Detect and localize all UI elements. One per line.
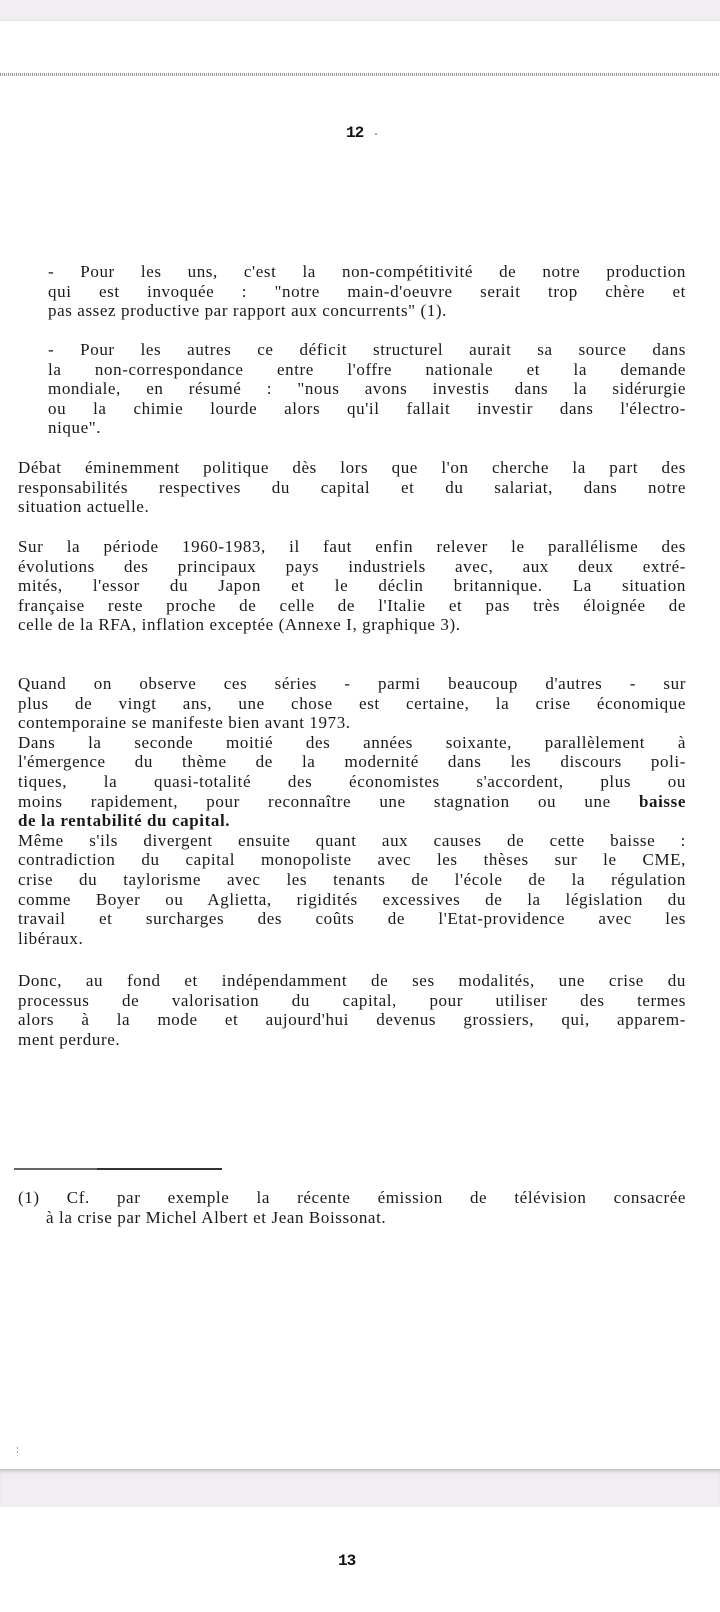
text-line: alors à la mode et aujourd'hui devenus grossiers, qui, apparem- (18, 1010, 686, 1030)
scan-edge-line (0, 73, 720, 76)
text-line: française reste proche de celle de l'Italie et pas très éloignée de (18, 595, 686, 615)
text-line: travail et surcharges des coûts de l'Etat-providence avec les (18, 909, 686, 929)
text-line: Débat éminemment politique dès lors que l'on cherche la part des (18, 458, 686, 477)
paragraph-5 (18, 674, 686, 948)
text-line: - Pour les autres ce déficit structurel aurait sa source dans (48, 340, 686, 359)
text-line: l'émergence du thème de la modernité dans les discours poli- (18, 752, 686, 772)
footnote (18, 1188, 686, 1227)
text-line: comme Boyer ou Aglietta, rigidités excessives de la législation du (18, 889, 686, 909)
paragraph-2 (48, 340, 686, 438)
text-segment: moins rapidement, pour reconnaître une stagnation ou une (18, 791, 611, 811)
footnote-separator (14, 1168, 222, 1170)
text-line: plus de vingt ans, une chose est certaine, la crise économique (18, 693, 686, 713)
text-line: nique". (48, 418, 102, 438)
text-line: libéraux. (18, 928, 84, 948)
text-line-with-bold-end (18, 792, 686, 812)
paragraph-4 (18, 537, 686, 635)
text-line: contradiction du capital monopoliste avec les thèses sur le CME, (18, 850, 686, 870)
text-line: - Pour les uns, c'est la non-compétitivité de notre production (48, 262, 686, 281)
text-line: Sur la période 1960-1983, il faut enfin relever le parallélisme des (18, 537, 686, 556)
text-line: Dans la seconde moitié des années soixante, parallèlement à (18, 732, 686, 752)
text-line: pas assez productive par rapport aux concurrents" (1). (48, 301, 448, 321)
page-number: 13 (338, 1552, 356, 1570)
bold-text: baisse (638, 791, 686, 811)
text-line: Quand on observe ces séries - parmi beaucoup d'autres - sur (18, 674, 686, 693)
document-page-13 (0, 1507, 720, 1612)
text-line: situation actuelle. (18, 497, 150, 517)
text-line: celle de la RFA, inflation exceptée (Annexe I, graphique 3). (18, 615, 461, 635)
paragraph-3 (18, 458, 686, 517)
text-line: Même s'ils divergent ensuite quant aux causes de cette baisse : (18, 830, 686, 850)
paragraph-1 (48, 262, 686, 321)
text-line: contemporaine se manifeste bien avant 1973. (18, 713, 351, 733)
text-line: tiques, la quasi-totalité des économistes s'accordent, plus ou (18, 771, 686, 791)
paragraph-6 (18, 971, 686, 1049)
text-line: la non-correspondance entre l'offre nationale et la demande (48, 359, 686, 379)
page-gap (0, 1469, 720, 1507)
text-line: crise du taylorisme avec les tenants de l'école de la régulation (18, 869, 686, 889)
text-line: ment perdure. (18, 1029, 121, 1049)
page-number: 12 (346, 124, 364, 142)
footnote-line: à la crise par Michel Albert et Jean Boissonat. (46, 1207, 387, 1227)
viewer-top-gap (0, 0, 720, 21)
bold-text-line: de la rentabilité du capital. (18, 811, 231, 831)
text-line: mondiale, en résumé : "nous avons investis dans la sidérurgie (48, 379, 686, 399)
text-line: responsabilités respectives du capital et du salariat, dans notre (18, 477, 686, 497)
text-line: évolutions des principaux pays industriels avec, aux deux extré- (18, 556, 686, 576)
scan-speck (375, 133, 377, 135)
text-line: processus de valorisation du capital, pour utiliser des termes (18, 990, 686, 1010)
scan-speck (17, 1447, 18, 1453)
footnote-line: (1) Cf. par exemple la récente émission de télévision consacrée (18, 1188, 686, 1207)
text-line: qui est invoquée : "notre main-d'oeuvre serait trop chère et (48, 281, 686, 301)
text-line: Donc, au fond et indépendamment de ses modalités, une crise du (18, 971, 686, 990)
text-line: mités, l'essor du Japon et le déclin britannique. La situation (18, 576, 686, 596)
text-line: ou la chimie lourde alors qu'il fallait investir dans l'électro- (48, 398, 686, 418)
